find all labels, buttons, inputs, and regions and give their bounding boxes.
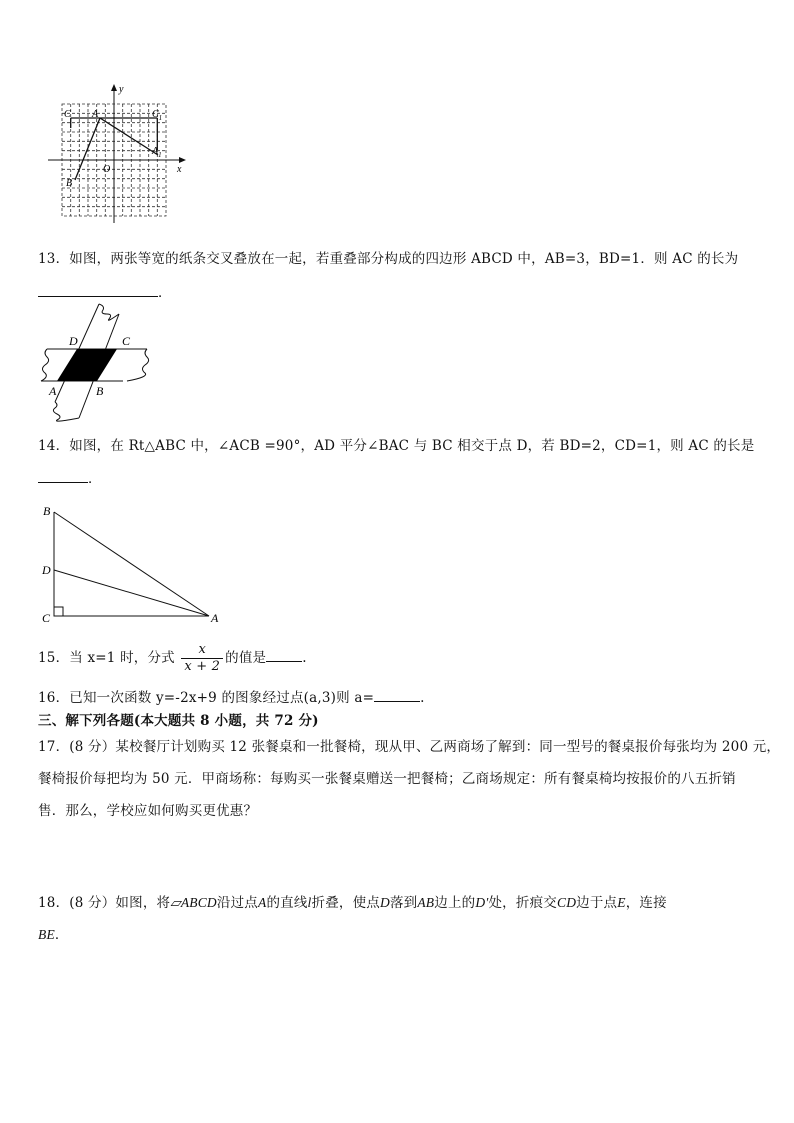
q18-part-6: 边上的 (434, 895, 476, 911)
q17-text-3: 售．那么，学校应如何购买更优惠？ (38, 803, 258, 819)
label-y: y (119, 84, 124, 95)
q18-segment-be: BE (38, 927, 55, 942)
q18-part-4: 折叠，使点 (311, 895, 380, 911)
q13-label-a: A (49, 384, 57, 398)
q18-part-2: 沿过点 (216, 895, 258, 911)
q15-answer-blank[interactable] (266, 647, 302, 662)
label-a1: $A_1$ (152, 146, 162, 159)
q16-tail: . (420, 690, 425, 706)
q17-text-2: 餐椅报价每把均为 50 元．甲商场称：每购买一张餐桌赠送一把餐椅；乙商场规定：所有餐桌椅均按报价的八五折销 (38, 771, 736, 787)
crossed-strips-figure (35, 300, 160, 428)
q16-statement: 16．已知一次函数 y=-2x+9 的图象经过点(a,3)则 a= (38, 690, 375, 706)
q14-label-d: D (42, 563, 51, 577)
q15-numerator: x (198, 642, 207, 657)
q14-statement: 14．如图，在 Rt△ABC 中，∠ACB =90°，AD 平分∠BAC 与 BC 相交于点 D，若 BD=2，CD=1，则 AC 的长是 (38, 438, 755, 454)
q18-part-8: 边于点 (576, 895, 618, 911)
triangle-lines (54, 512, 209, 616)
q18-part-1: 18．(8 分）如图，将 (38, 895, 171, 911)
q15-prefix: 15．当 x=1 时，分式 (38, 650, 175, 666)
q18-point-a: A (257, 895, 267, 910)
q18-parallelogram: ▱ABCD (170, 895, 217, 910)
q15-suffix: 的值是 (225, 650, 267, 666)
q14-label-b: B (43, 504, 51, 518)
q18-part-9: ，连接 (625, 895, 667, 911)
q14-answer-blank[interactable] (38, 468, 88, 483)
q17-text-1: 17．(8 分）某校餐厅计划购买 12 张餐桌和一批餐椅，现从甲、乙两商场了解到：同一型号的餐桌报价每张均为 200 元， (38, 739, 781, 755)
q15-text (38, 640, 307, 676)
q18-line-1 (38, 893, 667, 913)
q13-answer-blank[interactable] (38, 282, 158, 297)
q13-text (38, 249, 738, 269)
right-angle-mark (54, 607, 63, 616)
q13-label-d: D (69, 334, 78, 348)
label-x: x (177, 164, 182, 175)
q17-line-1 (38, 737, 780, 757)
q18-part-3: 的直线 (266, 895, 308, 911)
q16-text (38, 687, 425, 708)
grid-coordinate-figure (40, 80, 200, 225)
label-b: B (66, 178, 73, 189)
y-axis-arrow (111, 84, 117, 91)
q18-part-10: ． (54, 927, 69, 943)
label-o: O (103, 164, 111, 175)
q16-answer-blank[interactable] (374, 687, 420, 702)
q18-part-7: 处，折痕交 (488, 895, 557, 911)
q14-text (38, 436, 754, 456)
q18-point-d: D (380, 895, 390, 910)
q18-line-l: l (307, 895, 312, 910)
q18-point-d-prime: D′ (475, 895, 489, 910)
right-triangle-figure (38, 500, 228, 630)
section-3-title: 三、解下列各题(本大题共 8 小题，共 72 分) (38, 713, 319, 729)
q13-label-b: B (96, 384, 104, 398)
q15-denominator: x + 2 (181, 658, 223, 675)
section-3-heading (38, 711, 319, 731)
q17-line-2 (38, 769, 736, 789)
q14-label-c: C (42, 611, 51, 625)
q18-point-e: E (617, 895, 626, 910)
x-axis-arrow (179, 157, 186, 163)
q15-fraction (181, 642, 223, 675)
q14-label-a: A (211, 611, 219, 625)
q14-tail: ． (88, 471, 102, 487)
overlap-rhombus (57, 349, 117, 381)
q15-tail: . (302, 650, 307, 666)
label-c1: $C_1$ (152, 109, 163, 122)
q14-answer-line (38, 468, 102, 489)
label-a: A (92, 109, 99, 120)
q18-part-5: 落到 (389, 895, 418, 911)
q17-line-3 (38, 801, 257, 821)
q18-side-ab: AB (417, 895, 435, 910)
q13-statement: 13．如图，两张等宽的纸条交叉叠放在一起，若重叠部分构成的四边形 ABCD 中，AB=3，BD=1．则 AC 的长为 (38, 251, 739, 267)
q18-line-2 (38, 925, 69, 945)
q13-tail: ． (158, 285, 172, 301)
q18-side-cd: CD (556, 895, 577, 910)
q13-label-c: C (122, 334, 131, 348)
label-c: C (64, 109, 71, 120)
